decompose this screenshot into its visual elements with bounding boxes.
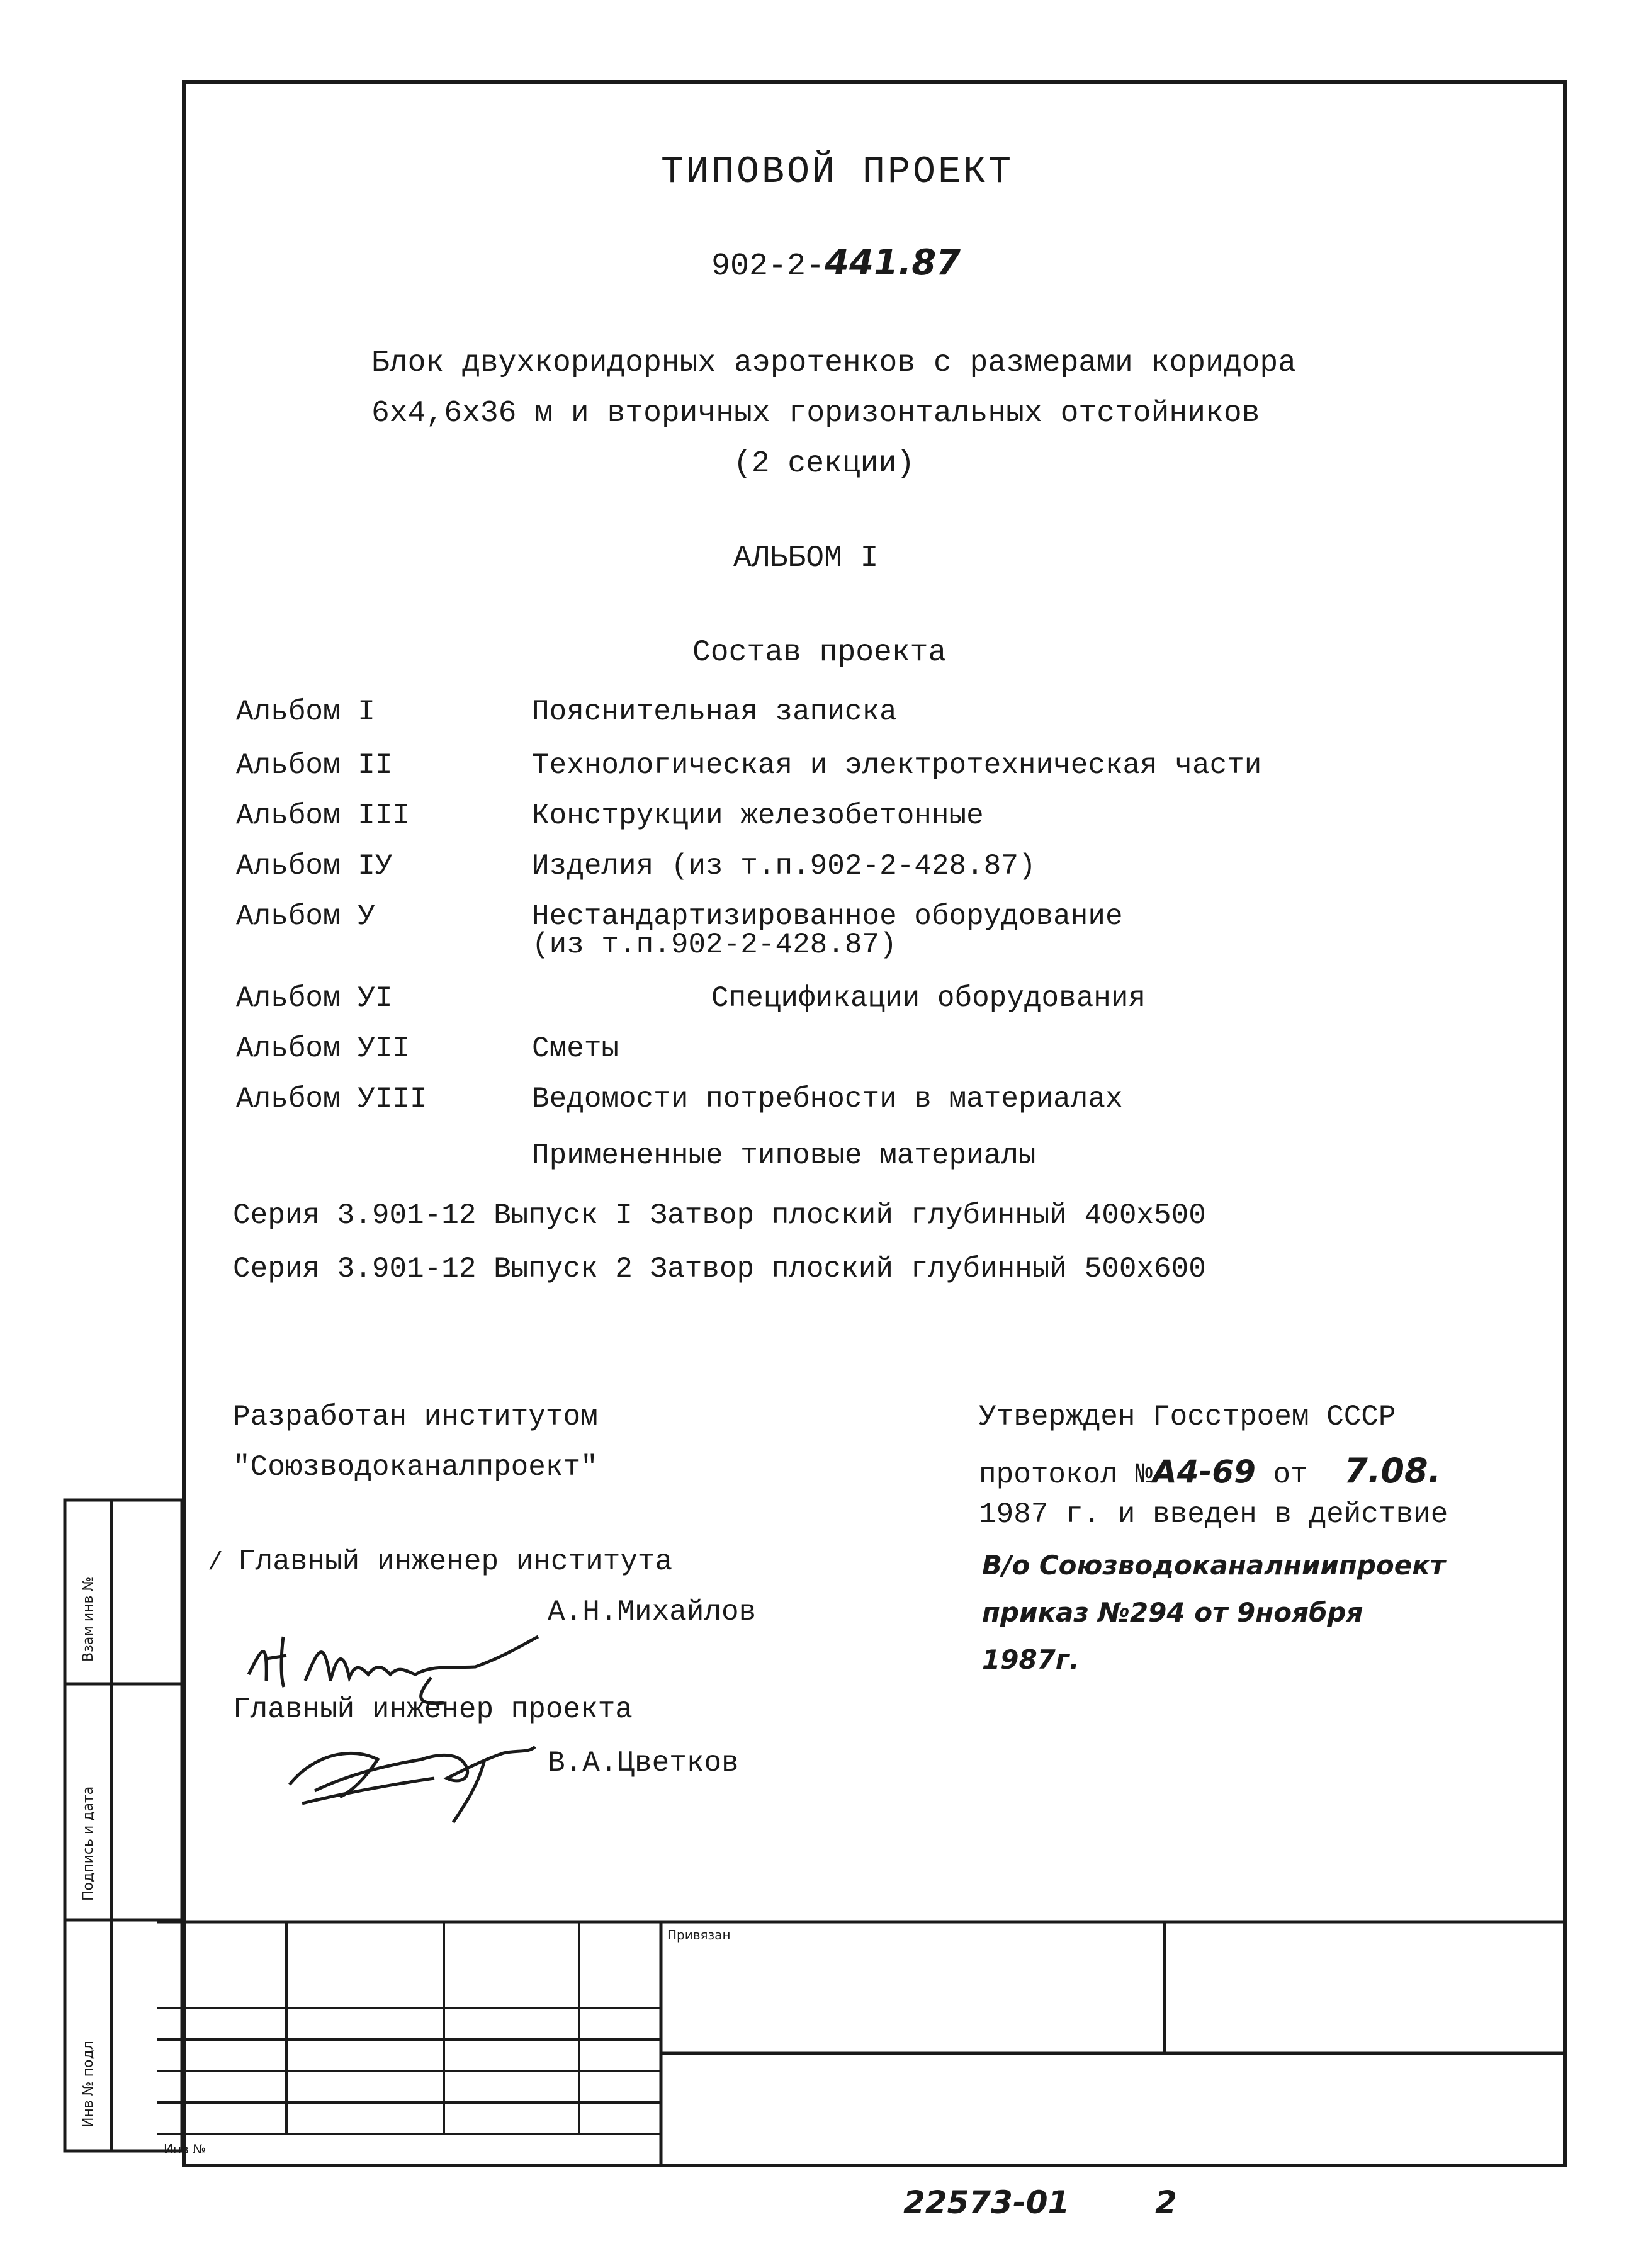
approval-date: 7.08. bbox=[1344, 1451, 1441, 1491]
approval-line-2 bbox=[979, 1451, 1441, 1491]
approval-protocol-prefix: протокол № bbox=[979, 1458, 1153, 1491]
project-engineer-title: Главный инженер проекта bbox=[233, 1693, 633, 1726]
description-line-1: Блок двухкоридорных аэротенков с размерами коридора bbox=[371, 346, 1297, 380]
approval-handwritten-3: 1987г. bbox=[982, 1644, 1080, 1675]
project-engineer-signature-image bbox=[277, 1715, 560, 1829]
album-item-title: Нестандартизированное оборудование bbox=[532, 900, 1123, 933]
album-item-label: Альбом I bbox=[236, 696, 375, 728]
materials-item: Серия 3.901-12 Выпуск 2 Затвор плоский глубинный 500х600 bbox=[233, 1253, 1206, 1285]
approval-handwritten-1: В/о Союзводоканалниипроект bbox=[982, 1550, 1446, 1581]
chief-engineer-title-text: Главный инженер института bbox=[238, 1545, 673, 1578]
album-item-label: Альбом УIII bbox=[236, 1083, 427, 1115]
chief-engineer-name: А.Н.Михайлов bbox=[548, 1596, 757, 1628]
album-item-title: Сметы bbox=[532, 1032, 619, 1065]
side-label-signature-date: Подпись и дата bbox=[81, 1786, 96, 1901]
project-number-handwritten: 441.87 bbox=[825, 242, 961, 283]
materials-item: Серия 3.901-12 Выпуск I Затвор плоский глубинный 400х500 bbox=[233, 1199, 1206, 1232]
approval-line-1: Утвержден Госстроем СССР bbox=[979, 1401, 1396, 1433]
approval-line-3: 1987 г. и введен в действие bbox=[979, 1498, 1448, 1531]
inv-no-label: Инв № bbox=[164, 2141, 206, 2157]
album-item-title: Изделия (из т.п.902-2-428.87) bbox=[532, 850, 1036, 883]
title-block-grid bbox=[157, 1920, 1567, 2167]
doc-code: 22573-01 bbox=[903, 2184, 1070, 2221]
side-label-inventory: Инв № подл bbox=[81, 2041, 96, 2128]
title-block bbox=[157, 1920, 1567, 2167]
description-line-2: 6х4,6х36 м и вторичных горизонтальных отстойников bbox=[371, 397, 1260, 431]
materials-heading: Примененные типовые материалы bbox=[532, 1139, 1036, 1172]
page-frame bbox=[182, 80, 1567, 2167]
album-item-label: Альбом У bbox=[236, 900, 375, 933]
album-item-label: Альбом III bbox=[236, 799, 410, 832]
album-item-label: Альбом УI bbox=[236, 982, 393, 1015]
album-item-title: Конструкции железобетонные bbox=[532, 799, 984, 832]
description-line-3: (2 секции) bbox=[733, 447, 915, 481]
album-item-label: Альбом IУ bbox=[236, 850, 393, 883]
approval-from: от bbox=[1273, 1458, 1308, 1491]
approval-protocol-number: А4-69 bbox=[1153, 1453, 1256, 1490]
project-engineer-name: В.А.Цветков bbox=[548, 1747, 739, 1780]
approval-handwritten-2: приказ №294 от 9ноября bbox=[982, 1597, 1363, 1628]
tick-mark: / bbox=[208, 1549, 239, 1577]
developer-line-1: Разработан институтом bbox=[233, 1401, 598, 1433]
composition-heading: Состав проекта bbox=[692, 636, 947, 670]
privyazan-label: Привязан bbox=[667, 1927, 731, 1943]
album-item-title: Пояснительная записка bbox=[532, 696, 897, 728]
album-item-title: Ведомости потребности в материалах bbox=[532, 1083, 1123, 1115]
album-item-title: Технологическая и электротехническая части bbox=[532, 749, 1262, 782]
album-item-label: Альбом II bbox=[236, 749, 393, 782]
chief-engineer-title bbox=[208, 1545, 672, 1578]
project-number bbox=[711, 242, 961, 285]
page-number: 2 bbox=[1155, 2184, 1177, 2221]
developer-line-2: "Союзводоканалпроект" bbox=[233, 1451, 598, 1484]
doc-title: ТИПОВОЙ ПРОЕКТ bbox=[661, 151, 1014, 194]
side-label-replacement: Взам инв № bbox=[81, 1576, 96, 1662]
album-item-title: Спецификации оборудования bbox=[711, 982, 1146, 1015]
album-label: АЛЬБОМ I bbox=[733, 541, 879, 575]
album-item-label: Альбом УII bbox=[236, 1032, 410, 1065]
album-item-subtitle: (из т.п.902-2-428.87) bbox=[532, 928, 897, 961]
project-number-printed: 902-2- bbox=[711, 249, 825, 285]
